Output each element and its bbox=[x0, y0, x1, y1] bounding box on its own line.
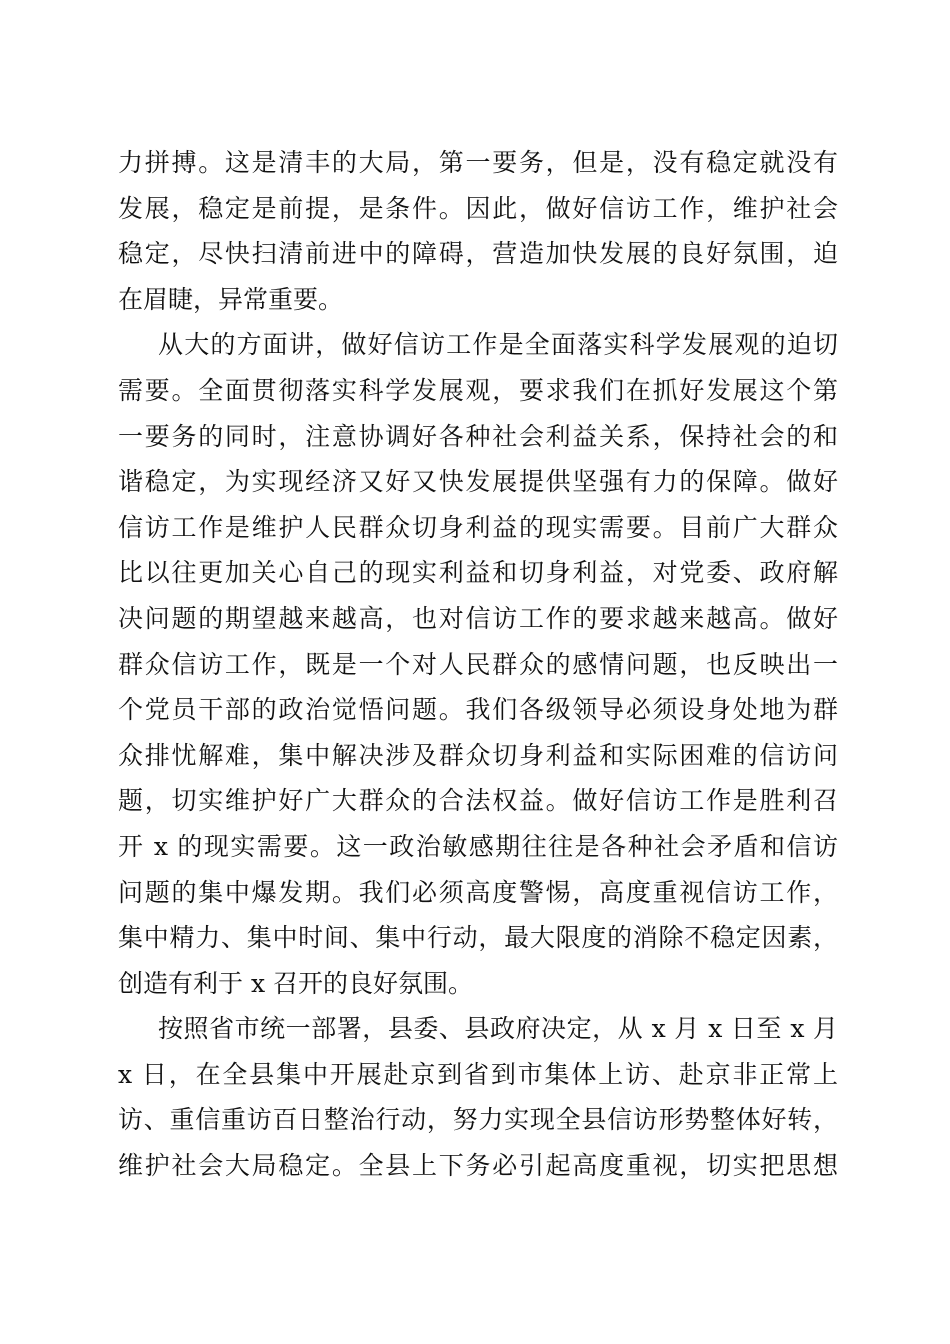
text-line: 需要。全面贯彻落实科学发展观，要求我们在抓好发展这个第 bbox=[118, 375, 838, 405]
text-line: 群众信访工作，既是一个对人民群众的感情问题，也反映出一 bbox=[118, 649, 838, 679]
text-line: 决问题的期望越来越高，也对信访工作的要求越来越高。做好 bbox=[118, 603, 838, 633]
text-line: 创造有利于 x 召开的良好氛围。 bbox=[118, 968, 473, 998]
text-line: 访、重信重访百日整治行动，努力实现全县信访形势整体好转， bbox=[118, 1105, 838, 1135]
text-line: 个党员干部的政治觉悟问题。我们各级领导必须设身处地为群 bbox=[118, 695, 838, 725]
text-line: 比以往更加关心自己的现实利益和切身利益，对党委、政府解 bbox=[118, 558, 838, 588]
body-text bbox=[118, 140, 838, 1189]
text-line: 发展，稳定是前提，是条件。因此，做好信访工作，维护社会 bbox=[118, 193, 838, 223]
text-line: 信访工作是维护人民群众切身利益的现实需要。目前广大群众 bbox=[118, 512, 838, 542]
paragraph-start-line: 从大的方面讲，做好信访工作是全面落实科学发展观的迫切 bbox=[158, 330, 838, 360]
text-line: 谐稳定，为实现经济又好又快发展提供坚强有力的保障。做好 bbox=[118, 467, 838, 497]
text-line: 力拼搏。这是清丰的大局，第一要务，但是，没有稳定就没有 bbox=[118, 148, 838, 177]
text-line: 一要务的同时，注意协调好各种社会利益关系，保持社会的和 bbox=[118, 421, 838, 451]
text-line: 众排忧解难，集中解决涉及群众切身利益和实际困难的信访问 bbox=[118, 740, 838, 770]
text-line: 集中精力、集中时间、集中行动，最大限度的消除不稳定因素， bbox=[118, 923, 838, 953]
text-line: 开 x 的现实需要。这一政治敏感期往往是各种社会矛盾和信访 bbox=[118, 831, 838, 861]
text-line: 稳定，尽快扫清前进中的障碍，营造加快发展的良好氛围，迫 bbox=[118, 239, 838, 269]
text-line: x 日，在全县集中开展赴京到省到市集体上访、赴京非正常上 bbox=[118, 1059, 838, 1089]
text-line: 题，切实维护好广大群众的合法权益。做好信访工作是胜利召 bbox=[118, 786, 838, 816]
text-line: 问题的集中爆发期。我们必须高度警惕，高度重视信访工作， bbox=[118, 877, 838, 907]
paragraph-start-line: 按照省市统一部署，县委、县政府决定，从 x 月 x 日至 x 月 bbox=[158, 1014, 838, 1044]
text-line: 在眉睫，异常重要。 bbox=[118, 284, 344, 314]
text-line: 维护社会大局稳定。全县上下务必引起高度重视，切实把思想 bbox=[118, 1151, 838, 1181]
